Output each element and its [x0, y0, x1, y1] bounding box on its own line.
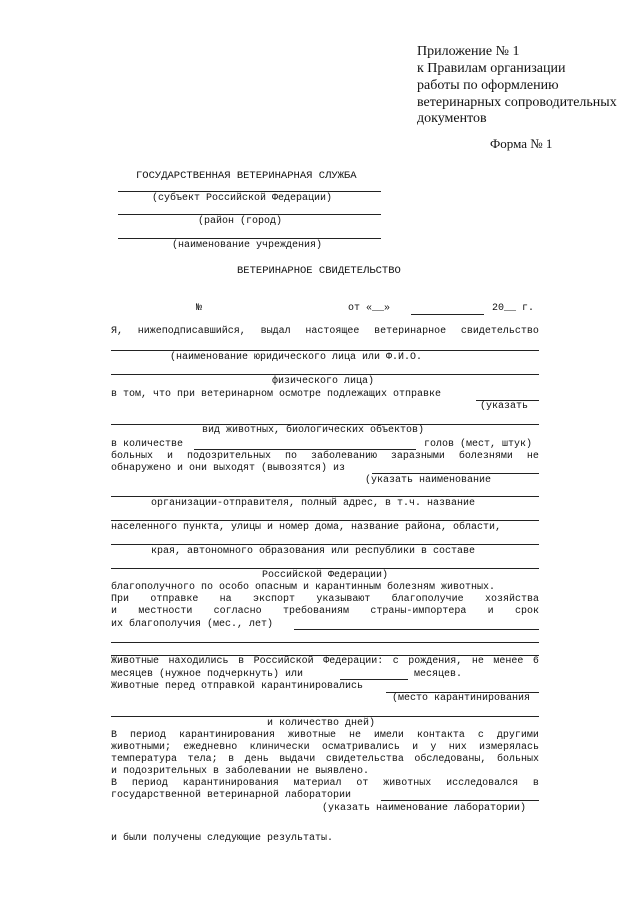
body-line-2: в том, что при ветеринарном осмотре подлежащих отправке: [111, 389, 442, 400]
sender-line-2: [111, 520, 539, 521]
district-hint: (район (город): [198, 216, 283, 227]
wellbeing-line-2: [111, 642, 539, 643]
body-line-11a: месяцев (нужное подчеркнуть) или: [111, 669, 304, 680]
body-line-14: животными; ежедневно клинически осматривались и у них измерялась: [111, 742, 539, 753]
district-line: [118, 214, 381, 215]
body-line-19: и были получены следующие результаты.: [111, 833, 334, 844]
body-line-5: обнаружено и они выходят (вывозятся) из: [111, 463, 346, 474]
body-line-16: и подозрительных в заболевании не выявлено.: [111, 766, 370, 777]
quantity-line: [194, 449, 416, 450]
hint-quarantine-place: (место карантинирования: [392, 693, 531, 704]
date-year: 20__ г.: [492, 303, 535, 314]
laboratory-line: [381, 800, 539, 801]
subject-hint: (субъект Российской Федерации): [152, 193, 333, 204]
document-title: ВЕТЕРИНАРНОЕ СВИДЕТЕЛЬСТВО: [237, 265, 401, 277]
hint-entity-name: (наименование юридического лица или Ф.И.О.: [170, 352, 423, 363]
hint-federation: Российской Федерации): [262, 570, 389, 581]
sender-line-1: [111, 496, 539, 497]
body-line-12: Животные перед отправкой карантинировались: [111, 681, 364, 692]
quarantine-days-line: [111, 716, 539, 717]
hint-person: физического лица): [272, 376, 375, 387]
sender-line-3: [111, 544, 539, 545]
origin-line: [372, 473, 539, 474]
body-line-18: государственной ветеринарной лаборатории: [111, 790, 352, 801]
appendix-line-1: Приложение № 1: [417, 44, 520, 59]
subject-line: [118, 191, 381, 192]
body-line-9: их благополучия (мес., лет): [111, 619, 274, 630]
date-month-line: [411, 314, 484, 315]
months-line: [340, 679, 408, 680]
body-line-10: Животные находились в Российской Федерации: с рождения, не менее 6: [111, 656, 539, 667]
hint-laboratory: (указать наименование лаборатории): [322, 803, 527, 814]
institution-line: [118, 238, 381, 239]
body-line-6: благополучного по особо опасным и карантинным болезням животных.: [111, 582, 496, 593]
appendix-line-2: к Правилам организации: [417, 61, 566, 76]
hint-origin-name: (указать наименование: [365, 475, 492, 486]
body-line-1: Я, нижеподписавшийся, выдал настоящее ветеринарное свидетельство: [111, 326, 539, 337]
hint-sender-address: организации-отправителя, полный адрес, в т.ч. название: [151, 498, 476, 509]
body-line-13: В период карантинирования животные не имели контакта с другими: [111, 730, 539, 741]
wellbeing-line-1: [294, 629, 539, 630]
person-line: [111, 374, 539, 375]
date-from: от «__»: [348, 303, 391, 314]
sender-line-4: [111, 568, 539, 569]
hint-region: края, автономного образования или республики в составе: [151, 546, 476, 557]
body-line-8: и местности согласно требованиям страны-импортера и срок: [111, 606, 539, 617]
body-line-17: В период карантинирования материал от животных исследовался в: [111, 778, 539, 789]
appendix-line-4: ветеринарных сопроводительных: [417, 95, 617, 110]
hint-locality: населенного пункта, улицы и номер дома, название района, области,: [111, 522, 502, 533]
body-line-4: больных и подозрительных по заболеванию заразными болезнями не: [111, 451, 539, 462]
form-label: Форма № 1: [490, 136, 553, 151]
appendix-line-3: работы по оформлению: [417, 78, 559, 93]
quantity-label: в количестве: [111, 439, 184, 450]
body-line-11b: месяцев.: [414, 669, 463, 680]
entity-line: [111, 350, 539, 351]
appendix-line-5: документов: [417, 111, 487, 126]
hint-quarantine-days: и количество дней): [267, 718, 376, 729]
body-line-15: температура тела; в день выдачи свидетельства обследованы, больных: [111, 754, 539, 765]
hint-specify: (указать: [480, 401, 529, 412]
hint-animal-kind: вид животных, биологических объектов): [202, 425, 425, 436]
quantity-units: голов (мест, штук): [424, 439, 533, 450]
service-name: ГОСУДАРСТВЕННАЯ ВЕТЕРИНАРНАЯ СЛУЖБА: [136, 170, 357, 182]
body-line-7: При отправке на экспорт указывают благополучие хозяйства: [111, 594, 539, 605]
institution-hint: (наименование учреждения): [172, 240, 323, 251]
number-sign: №: [196, 303, 203, 314]
